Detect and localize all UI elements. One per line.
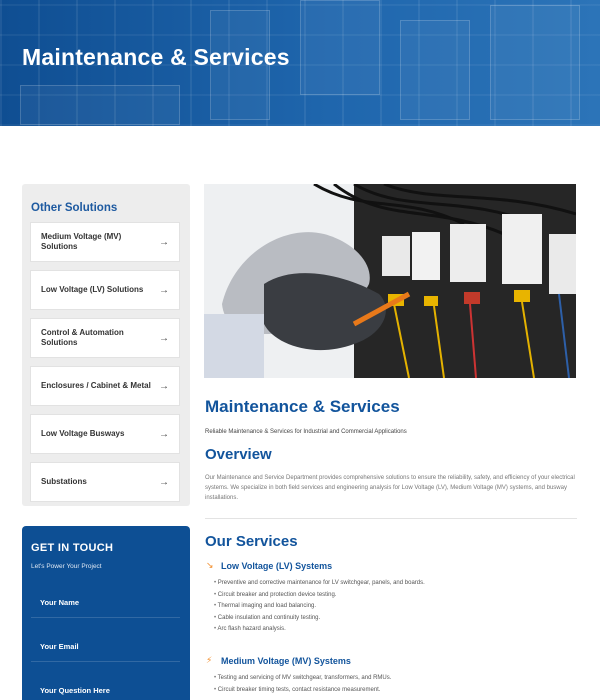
list-item: • Arc flash hazard analysis. — [214, 624, 425, 636]
overview-heading: Overview — [205, 446, 272, 463]
get-in-touch-title: GET IN TOUCH — [31, 542, 114, 554]
other-solutions-title: Other Solutions — [31, 202, 118, 214]
solution-item-control[interactable] — [30, 318, 180, 358]
list-item: • Circuit breaker timing tests, contact resistance measurement. — [214, 685, 391, 697]
name-input[interactable] — [31, 588, 180, 618]
email-input[interactable] — [31, 632, 180, 662]
solution-item-label: Control & Automation Solutions — [41, 328, 124, 347]
question-input[interactable] — [31, 676, 180, 700]
service-heading-mv — [206, 655, 351, 666]
arrow-right-icon: → — [159, 236, 169, 248]
solution-item-label: Substations — [41, 477, 87, 486]
solution-item-label: Low Voltage Busways — [41, 429, 125, 438]
page-title: Maintenance & Services — [205, 397, 400, 416]
arrow-icon: ↘ — [206, 560, 214, 570]
solution-item-label: Medium Voltage (MV) Solutions — [41, 232, 122, 251]
arrow-right-icon: → — [159, 284, 169, 296]
divider — [205, 518, 577, 519]
arrow-right-icon: → — [159, 332, 169, 344]
page-subtitle: Reliable Maintenance & Services for Industrial and Commercial Applications — [205, 429, 407, 435]
list-item: • Thermal imaging and load balancing. — [214, 601, 425, 613]
solution-item-lv[interactable] — [30, 270, 180, 310]
hero-rack-shape — [490, 5, 580, 120]
solution-item-enclosures[interactable] — [30, 366, 180, 406]
hero-banner — [0, 0, 600, 126]
get-in-touch-panel — [22, 526, 190, 700]
solution-item-label: Enclosures / Cabinet & Metal — [41, 381, 151, 390]
solution-item-substations[interactable] — [30, 462, 180, 502]
other-solutions-panel — [22, 184, 190, 506]
hero-rack-shape — [300, 0, 380, 95]
arrow-right-icon: → — [159, 380, 169, 392]
arrow-right-icon: → — [159, 476, 169, 488]
list-item: • Circuit breaker and protection device testing. — [214, 590, 425, 602]
hero-title: Maintenance & Services — [22, 44, 290, 70]
hero-rack-shape — [400, 20, 470, 120]
overview-paragraph: Our Maintenance and Service Department provides comprehensive solutions to ensure the reliability, safety, and efficiency of your electrical systems. We specialize in both field services and engineering analysis for Low Voltage (LV), Medium Voltage (MV) systems, and busway installations. — [205, 475, 575, 501]
solution-item-mv[interactable] — [30, 222, 180, 262]
hero-rack-shape — [20, 85, 180, 125]
list-item: • Testing and servicing of MV switchgear, transformers, and RMUs. — [214, 673, 391, 685]
electrician-panel-photo — [204, 184, 576, 378]
service-list-lv — [214, 578, 425, 636]
electrician-illustration — [204, 184, 576, 378]
arrow-right-icon: → — [159, 428, 169, 440]
solution-item-label: Low Voltage (LV) Solutions — [41, 285, 144, 294]
services-heading: Our Services — [205, 533, 298, 550]
service-name: Low Voltage (LV) Systems — [221, 560, 333, 571]
service-heading-lv — [206, 560, 332, 571]
list-item: • Cable insulation and continuity testing. — [214, 613, 425, 625]
service-list-mv — [214, 673, 391, 696]
service-name: Medium Voltage (MV) Systems — [221, 655, 351, 666]
solution-item-busways[interactable] — [30, 414, 180, 454]
get-in-touch-subtitle: Let's Power Your Project — [31, 563, 102, 570]
lightning-icon: ⚡ — [206, 655, 213, 665]
list-item: • Preventive and corrective maintenance for LV switchgear, panels, and boards. — [214, 578, 425, 590]
